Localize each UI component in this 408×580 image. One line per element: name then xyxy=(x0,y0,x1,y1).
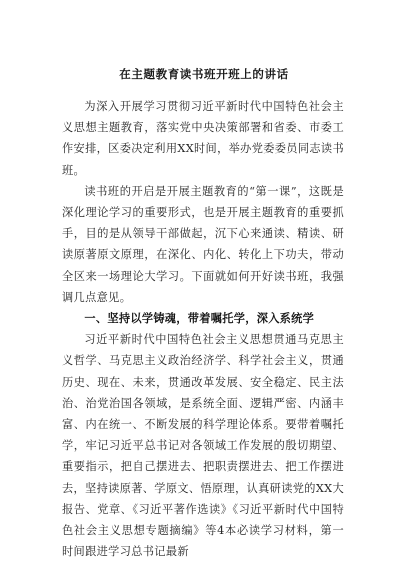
intro-paragraph: 为深入开展学习贯彻习近平新时代中国特色社会主义思想主题教育，落实党中央决策部署和省委、市委工作安排，区委决定利用XX时间，举办党委委员同志读书班。 xyxy=(62,100,344,177)
document-title: 在主题教育读书班开班上的讲话 xyxy=(119,67,289,81)
section-heading: 一、坚持以学铸魂，带着嘱托学，深入系统学 xyxy=(84,312,315,326)
reading-class-paragraph: 读书班的开启是开展主题教育的“第一课”，这既是深化理论学习的重要形式，也是开展主题教育的重要抓手，目的是从领导干部做起，沉下心来通读、精读、研读原著原文原理，在深化、内化、转化上下功夫，带动全区来一场理论大学习。下面就如何开好读书班，我强调几点意见。 xyxy=(62,184,344,304)
section-paragraph: 习近平新时代中国特色社会主义思想贯通马克思主义哲学、马克思主义政治经济学、科学社会主义，贯通历史、现在、未来，贯通改革发展、安全稳定、民主法治、治党治国各领域，是系统全面、逻辑严密、内涵丰富、内在统一、不断发展的科学理论体系。要带着嘱托学，牢记习近平总书记对各领域工作发展的殷切期望、重要指示，把自己摆进去、把职责摆进去、把工作摆进去，坚持读原著、学原文、悟原理，认真研读党的XX大报告、党章、《习近平著作选读》《习近平新时代中国特色社会主义思想专题摘编》等4本必读学习材料，第一时间跟进学习总书记最新 xyxy=(62,333,344,559)
document-body xyxy=(62,96,344,562)
